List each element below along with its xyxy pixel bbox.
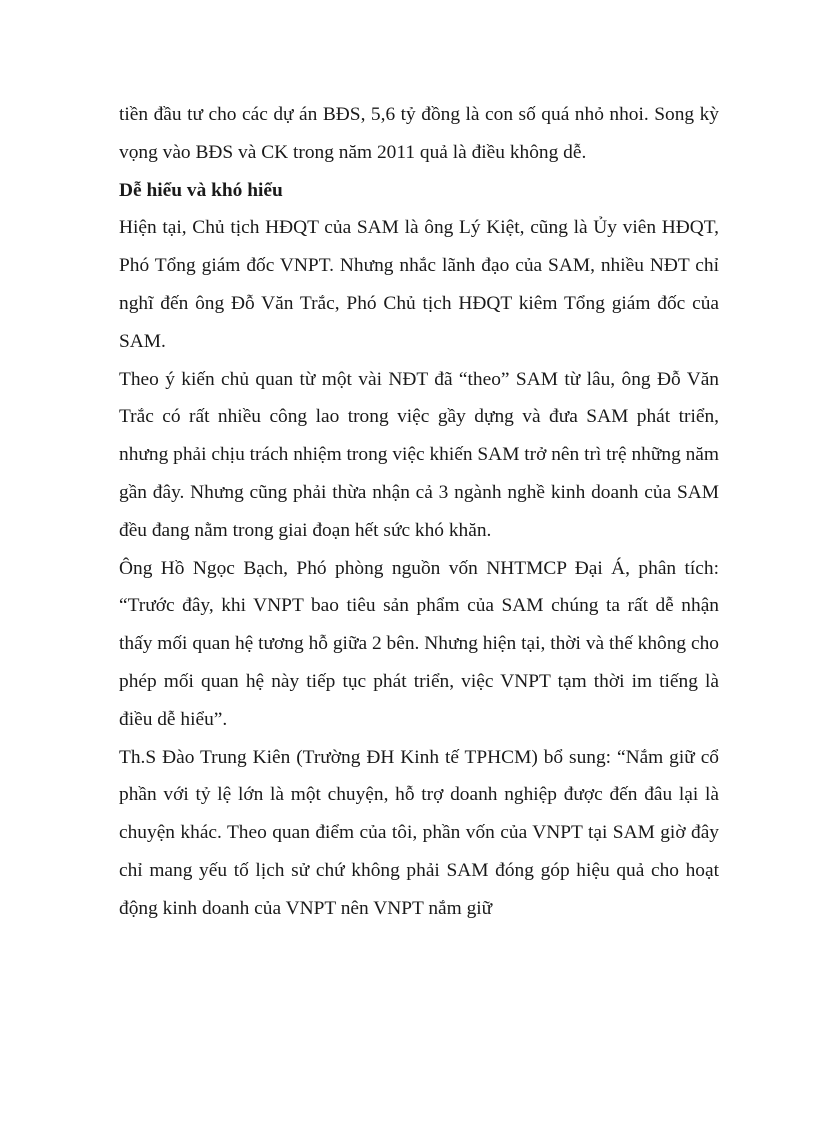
paragraph-kien-comment: Th.S Đào Trung Kiên (Trường ĐH Kinh tế TPHCM) bổ sung: “Nắm giữ cổ phần với tỷ lệ lớn là một chuyện, hỗ trợ doanh nghiệp được đến đâu lại là chuyện khác. Theo quan điểm của tôi, phần vốn của VNPT tại SAM giờ đây chỉ mang yếu tố lịch sử chứ không phải SAM đóng góp hiệu quả cho hoạt động kinh doanh của VNPT nên VNPT nắm giữ (119, 746, 719, 919)
paragraph-bach-analysis: Ông Hồ Ngọc Bạch, Phó phòng nguồn vốn NHTMCP Đại Á, phân tích: “Trước đây, khi VNPT bao tiêu sản phẩm của SAM chúng ta rất dễ nhận thấy mối quan hệ tương hỗ giữa 2 bên. Nhưng hiện tại, thời và thế không cho phép mối quan hệ này tiếp tục phát triển, việc VNPT tạm thời im tiếng là điều dễ hiểu”. (119, 557, 719, 730)
paragraph-intro-continuation: tiền đầu tư cho các dự án BĐS, 5,6 tỷ đồng là con số quá nhỏ nhoi. Song kỳ vọng vào BĐS và CK trong năm 2011 quả là điều không dễ. (119, 104, 719, 163)
paragraph-chairman: Hiện tại, Chủ tịch HĐQT của SAM là ông Lý Kiệt, cũng là Ủy viên HĐQT, Phó Tổng giám đốc VNPT. Nhưng nhắc lãnh đạo của SAM, nhiều NĐT chỉ nghĩ đến ông Đỗ Văn Trắc, Phó Chủ tịch HĐQT kiêm Tổng giám đốc của SAM. (119, 217, 719, 352)
article-body (119, 96, 719, 928)
section-heading: Dễ hiểu và khó hiểu (119, 179, 283, 201)
paragraph-investor-opinion: Theo ý kiến chủ quan từ một vài NĐT đã “theo” SAM từ lâu, ông Đỗ Văn Trắc có rất nhiều công lao trong việc gầy dựng và đưa SAM phát triển, nhưng phải chịu trách nhiệm trong việc khiến SAM trở nên trì trệ những năm gần đây. Nhưng cũng phải thừa nhận cả 3 ngành nghề kinh doanh của SAM đều đang nằm trong giai đoạn hết sức khó khăn. (119, 368, 719, 541)
